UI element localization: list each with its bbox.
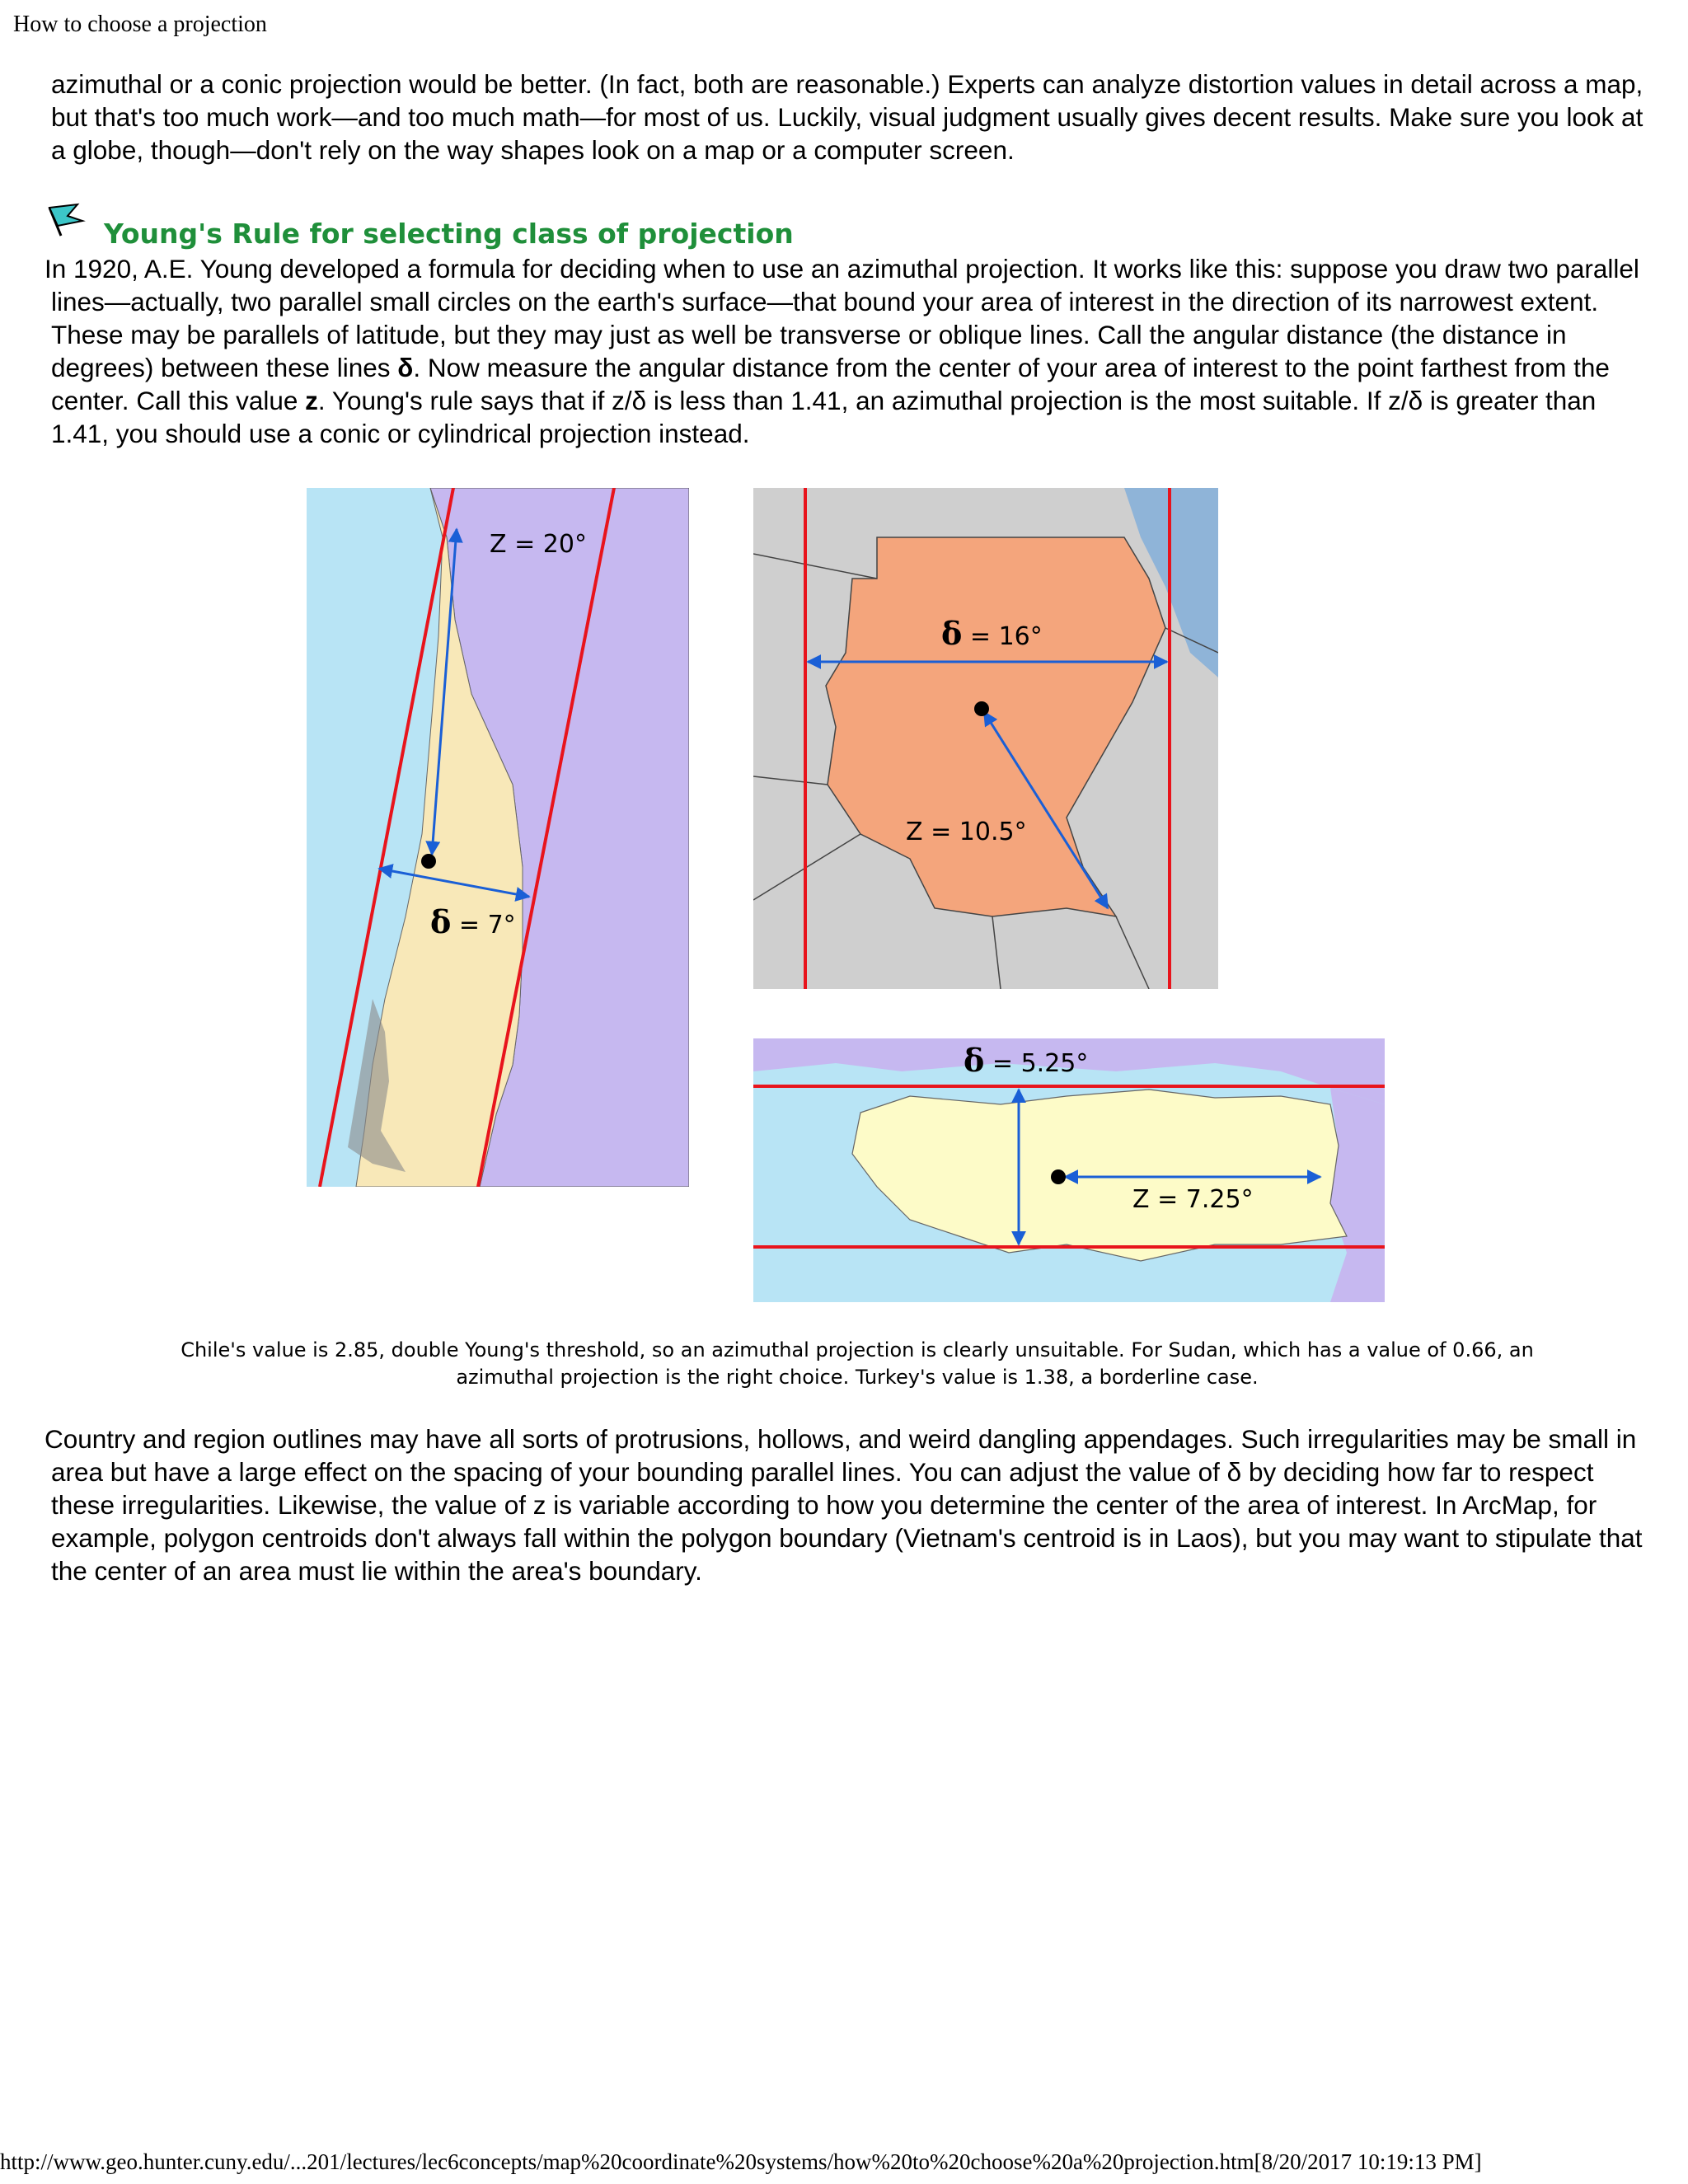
delta-symbol: δ [397,353,414,382]
outro-paragraph: Country and region outlines may have all sorts of protrusions, hollows, and weird dangling appendages. Such irregularities may be small in area but have a large effect on the spacing of your bounding parallel lines. You can adjust the value of δ by deciding how far to respect these irregularities. Likewise, the value of z is variable according to how you determine the center of the area of interest. In ArcMap, for example, polygon centroids don't always fall within the polygon boundary (Vietnam's centroid is in Laos), but you may want to stipulate that the center of an area must lie within the area's boundary. [45,1424,1643,1586]
delta-label: δ = 7° [430,903,516,940]
figure-caption: Chile's value is 2.85, double Young's threshold, so an azimuthal projection is clearly unsuitable. For Sudan, which has a value of 0.66, an azimuthal projection is the right choice. Turkey's value is 1.38, a borderline case. [181,1338,1534,1389]
page-header-title: How to choose a projection [13,12,267,37]
center-point [974,701,989,716]
paragraph-text: . Young's rule says that if z/δ is less than 1.41, an azimuthal projection is the most suitable. If z/δ is greater than 1.41, you should use a conic or cylindrical projection instead. [51,386,1597,448]
footer-url: http://www.geo.hunter.cuny.edu/...201/lectures/lec6concepts/map%20coordinate%20systems/how%20to%20choose%20a%20projection.htm[8/20/2017 10:19:13 PM] [0,2149,1482,2174]
chile-map [307,488,689,1187]
intro-paragraph: azimuthal or a conic projection would be better. (In fact, both are reasonable.) Experts can analyze distortion values in detail across a map, but that's too much work—and too much math—for most of us. Luckily, visual judgment usually gives decent results. Make sure you look at a globe, though—don't rely on the way shapes look on a map or a computer screen. [51,69,1643,165]
flag-icon [45,203,91,249]
z-symbol: z [305,386,318,415]
delta-label: δ = 5.25° [964,1042,1089,1079]
youngs-rule-paragraph [45,252,1658,450]
z-label: Z = 10.5° [906,818,1027,846]
paragraph-text: In 1920, A.E. Young developed a formula for deciding when to use an azimuthal projection. It works like this: suppose you draw two parallel lines—actually, two parallel small circles on the earth's surface—that bound your area of interest in the direction of its narrowest extent. These may be parallels of latitude, but they may just as well be transverse or oblique lines. Call the angular distance (the distance in degrees) between these lines [45,254,1639,382]
delta-label: δ = 16° [941,615,1043,652]
z-label: Z = 7.25° [1132,1185,1254,1214]
turkey-map [753,1038,1385,1302]
center-point [421,854,436,869]
section-title: Young's Rule for selecting class of projection [104,218,794,250]
sudan-map [753,488,1218,989]
center-point [1051,1169,1066,1184]
z-label: Z = 20° [490,530,587,559]
paragraph-text: . Now measure the angular distance from the center of your area of interest to the point farthest from the center. Call this value [51,353,1610,415]
